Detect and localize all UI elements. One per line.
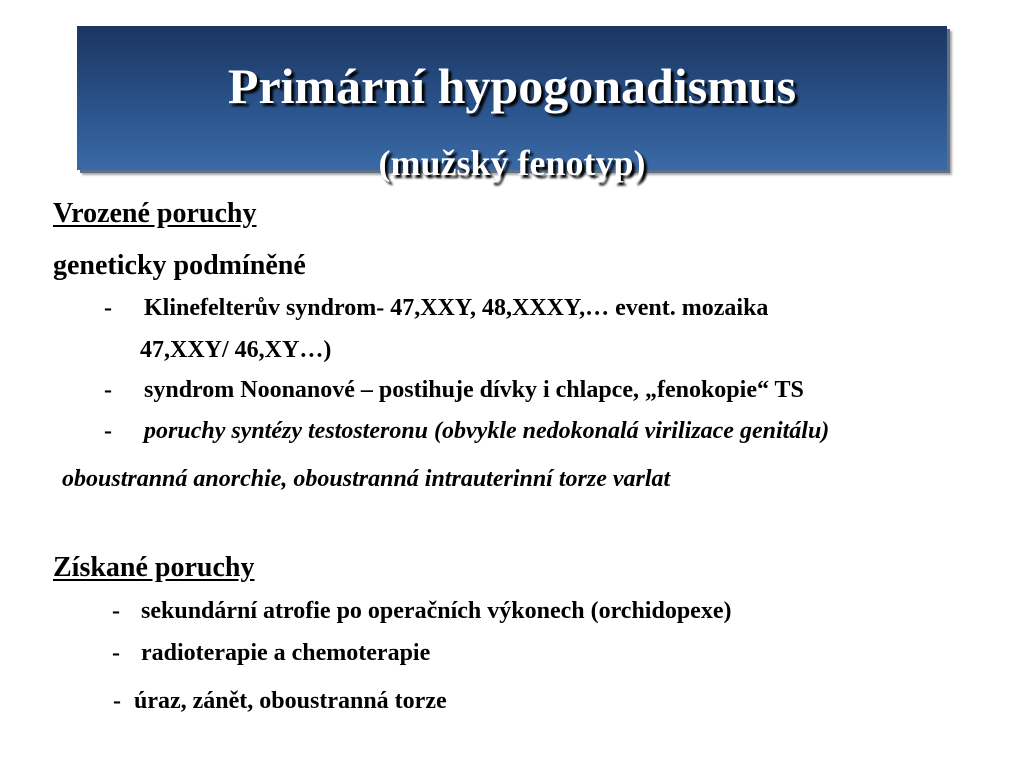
bullet-dash: - [104, 295, 112, 321]
bullet-dash: - [104, 418, 112, 444]
slide-subtitle: (mužský fenotyp) [378, 143, 646, 183]
congenital-extra-line: oboustranná anorchie, oboustranná intrauterinní torze varlat [62, 466, 671, 492]
list-item-injury: úraz, zánět, oboustranná torze [134, 688, 447, 714]
section-heading-congenital: Vrozené poruchy [53, 198, 257, 229]
list-item-secondary-atrophy: sekundární atrofie po operačních výkonech (orchidopexe) [141, 598, 732, 624]
bullet-dash: - [113, 688, 121, 714]
bullet-dash: - [112, 598, 120, 624]
list-item-testosterone-synthesis: poruchy syntézy testosteronu (obvykle nedokonalá virilizace genitálu) [144, 418, 830, 444]
list-item-radio-chemo: radioterapie a chemoterapie [141, 640, 431, 666]
title-banner [77, 26, 947, 183]
slide-title: Primární hypogonadismus [227, 58, 797, 114]
list-item-klinefelter: Klinefelterův syndrom- 47,XXY, 48,XXXY,… event. mozaika [144, 295, 769, 321]
bullet-dash: - [112, 640, 120, 666]
section-heading-acquired: Získané poruchy [53, 552, 255, 583]
list-item-noonan: syndrom Noonanové – postihuje dívky i chlapce, „fenokopie“ TS [144, 377, 804, 403]
bullet-dash: - [104, 377, 112, 403]
list-item-klinefelter-continued: 47,XXY/ 46,XY…) [140, 337, 332, 363]
section-subheading-genetic: geneticky podmíněné [53, 250, 306, 281]
